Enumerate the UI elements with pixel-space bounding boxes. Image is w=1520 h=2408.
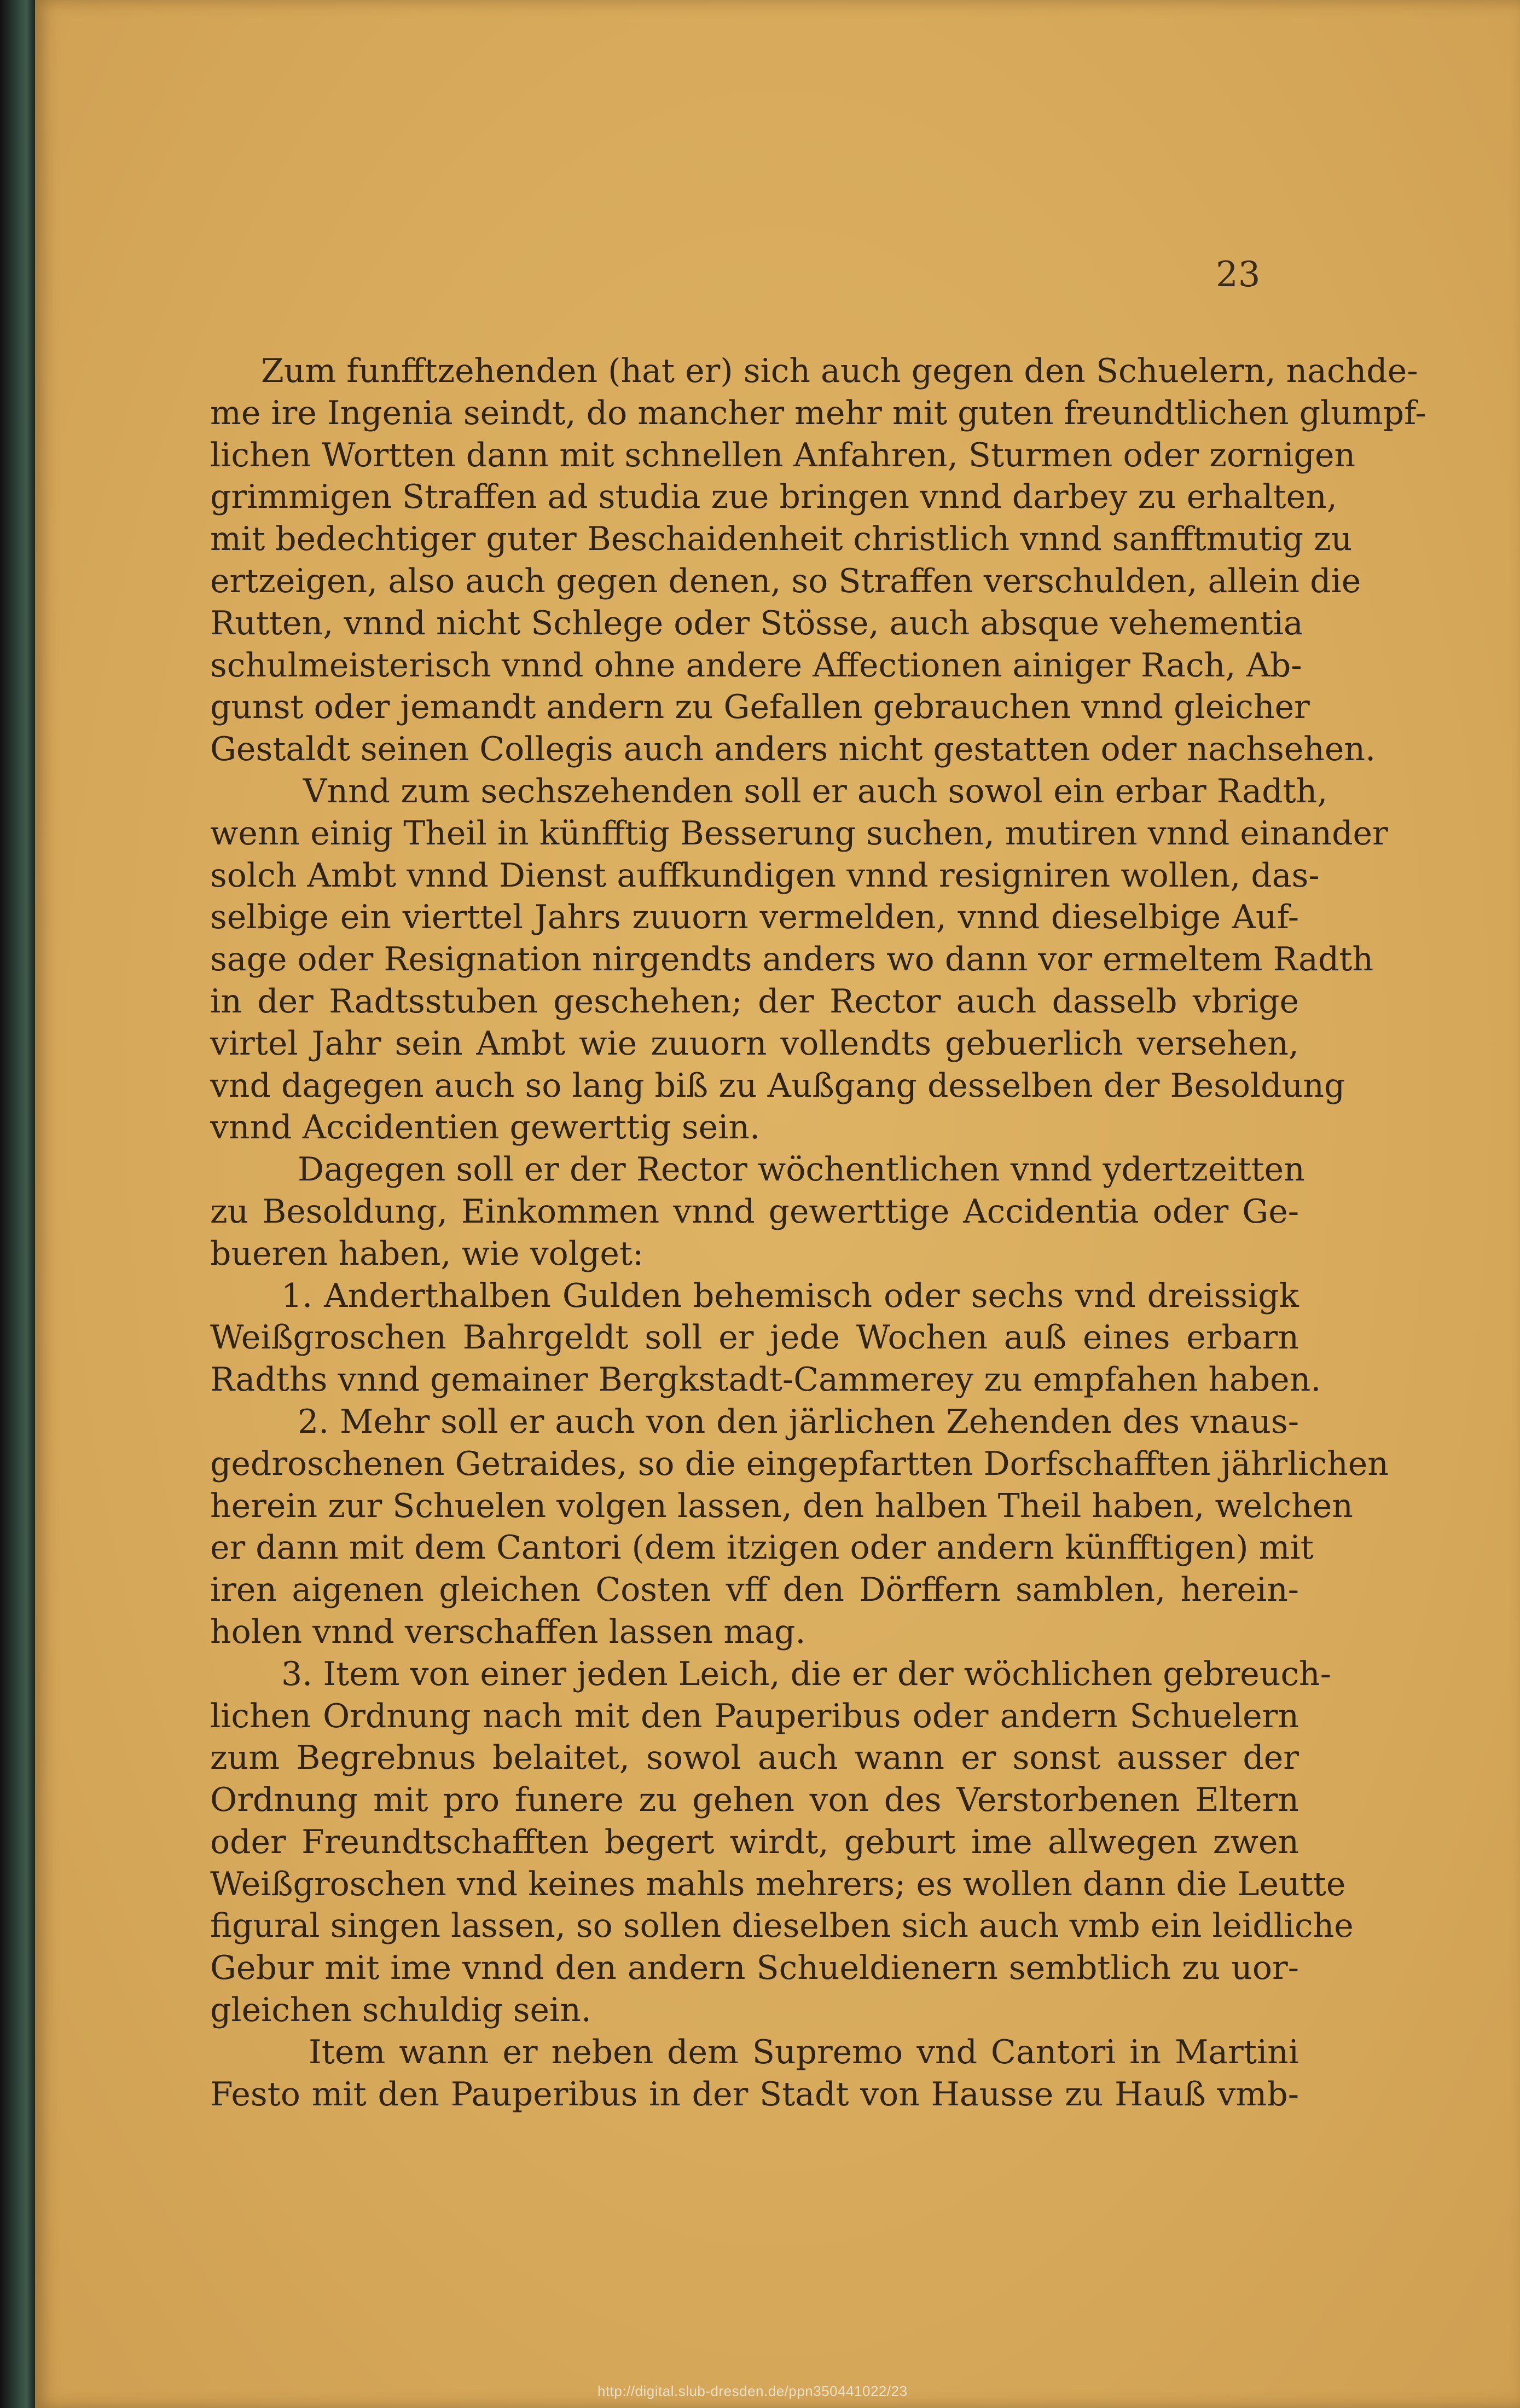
text-line: vnnd Accidentien gewerttig sein. bbox=[210, 1108, 761, 1147]
text-line: er dann mit dem Cantori (dem itzigen oder andern künfftigen) mit bbox=[210, 1529, 1314, 1567]
text-line: Zum funfftzehenden (hat er) sich auch gegen den Schuelern, nachde- bbox=[261, 352, 1418, 390]
text-line: gunst oder jemandt andern zu Gefallen gebrauchen vnnd gleicher bbox=[210, 688, 1310, 727]
text-line: Item wann er neben dem Supremo vnd Cantori in Martini bbox=[309, 2033, 1299, 2071]
text-line: grimmigen Straffen ad studia zue bringen vnnd darbey zu erhalten, bbox=[210, 478, 1337, 517]
text-line: iren aigenen gleichen Costen vff den Dörffern samblen, herein- bbox=[210, 1571, 1299, 1610]
text-line: bueren haben, wie volget: bbox=[210, 1234, 644, 1273]
text-line: me ire Ingenia seindt, do mancher mehr mit guten freundtlichen glumpf- bbox=[210, 393, 1426, 432]
text-line: gleichen schuldig sein. bbox=[210, 1991, 591, 2030]
text-line: Weißgroschen vnd keines mahls mehrers; es wollen dann die Leutte bbox=[210, 1865, 1346, 1903]
text-line: wenn einig Theil in künfftig Besserung suchen, mutiren vnnd einander bbox=[210, 814, 1388, 853]
text-line: lichen Wortten dann mit schnellen Anfahren, Sturmen oder zornigen bbox=[210, 436, 1356, 474]
text-line: Weißgroschen Bahrgeldt soll er jede Wochen auß eines erbarn bbox=[210, 1318, 1299, 1357]
text-line: Gebur mit ime vnnd den andern Schueldienern sembtlich zu uor- bbox=[210, 1949, 1299, 1988]
source-url: http://digital.slub-dresden.de/ppn350441022/23 bbox=[597, 2383, 908, 2399]
text-line: Radths vnnd gemainer Bergkstadt-Cammerey zu empfahen haben. bbox=[210, 1361, 1321, 1399]
text-line: 2. Mehr soll er auch von den järlichen Zehenden des vnaus- bbox=[298, 1402, 1299, 1441]
text-line: schulmeisterisch vnnd ohne andere Affectionen ainiger Rach, Ab- bbox=[210, 646, 1302, 685]
book-binding-edge bbox=[0, 0, 35, 2408]
text-line: figural singen lassen, so sollen dieselben sich auch vmb ein leidliche bbox=[210, 1907, 1354, 1946]
text-line: in der Radtsstuben geschehen; der Rector auch dasselb vbrige bbox=[210, 982, 1299, 1021]
text-line: gedroschenen Getraides, so die eingepfartten Dorfschafften jährlichen bbox=[210, 1444, 1389, 1483]
text-line: Vnnd zum sechszehenden soll er auch sowol ein erbar Radth, bbox=[303, 772, 1328, 811]
text-line: sage oder Resignation nirgendts anders wo dann vor ermeltem Radth bbox=[210, 940, 1374, 979]
text-line: virtel Jahr sein Ambt wie zuuorn vollendts gebuerlich versehen, bbox=[210, 1024, 1299, 1063]
text-line: mit bedechtiger guter Beschaidenheit christlich vnnd sanfftmutig zu bbox=[210, 520, 1353, 559]
text-line: zu Besoldung, Einkommen vnnd gewerttige Accidentia oder Ge- bbox=[210, 1192, 1299, 1231]
text-line: 1. Anderthalben Gulden behemisch oder sechs vnd dreissigk bbox=[281, 1276, 1299, 1315]
text-line: zum Begrebnus belaitet, sowol auch wann er sonst ausser der bbox=[210, 1739, 1299, 1778]
text-line: Festo mit den Pauperibus in der Stadt von Hausse zu Hauß vmb- bbox=[210, 2075, 1299, 2114]
body-text bbox=[210, 350, 1426, 2115]
text-line: oder Freundtschafften begert wirdt, geburt ime allwegen zwen bbox=[210, 1822, 1299, 1861]
text-line: herein zur Schuelen volgen lassen, den halben Theil haben, welchen bbox=[210, 1486, 1353, 1525]
text-line: ertzeigen, also auch gegen denen, so Straffen verschulden, allein die bbox=[210, 562, 1361, 600]
text-line: Ordnung mit pro funere zu gehen von des Verstorbenen Eltern bbox=[210, 1781, 1299, 1820]
text-line: 3. Item von einer jeden Leich, die er der wöchlichen gebreuch- bbox=[281, 1654, 1331, 1693]
page-number: 23 bbox=[1216, 254, 1261, 295]
book-page bbox=[35, 0, 1520, 2408]
text-line: selbige ein vierttel Jahrs zuuorn vermelden, vnnd dieselbige Auf- bbox=[210, 898, 1299, 937]
text-line: lichen Ordnung nach mit den Pauperibus oder andern Schuelern bbox=[210, 1697, 1299, 1735]
text-line: vnd dagegen auch so lang biß zu Außgang desselben der Besoldung bbox=[210, 1066, 1345, 1105]
text-line: Gestaldt seinen Collegis auch anders nicht gestatten oder nachsehen. bbox=[210, 730, 1376, 769]
text-line: solch Ambt vnnd Dienst auffkundigen vnnd resigniren wollen, das- bbox=[210, 856, 1320, 895]
text-line: Rutten, vnnd nicht Schlege oder Stösse, auch absque vehementia bbox=[210, 604, 1303, 642]
text-line: Dagegen soll er der Rector wöchentlichen vnnd ydertzeitten bbox=[298, 1150, 1305, 1189]
text-line: holen vnnd verschaffen lassen mag. bbox=[210, 1612, 806, 1651]
